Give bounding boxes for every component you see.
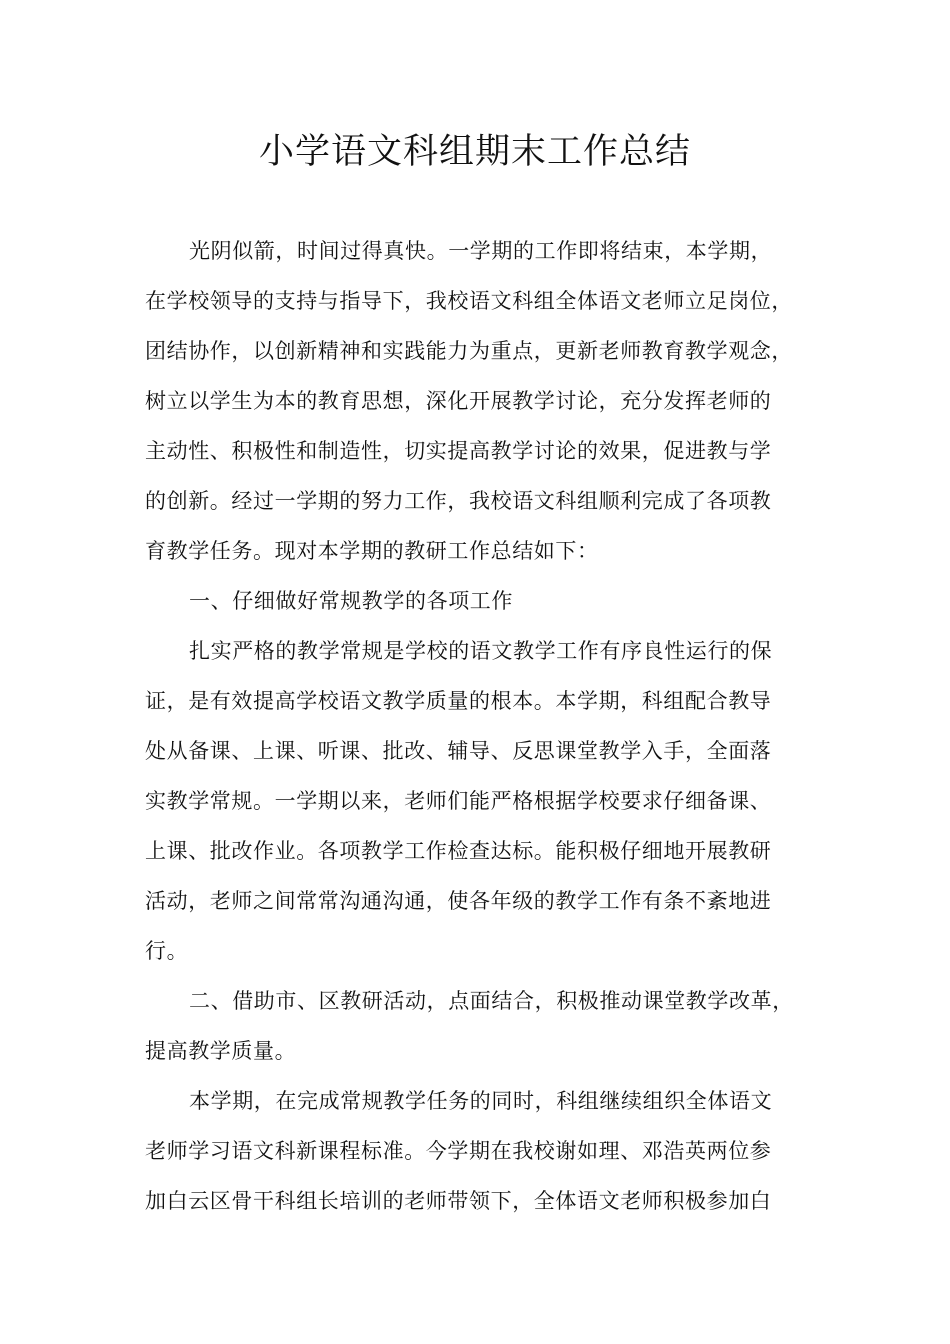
paragraph-line: 光阴似箭，时间过得真快。一学期的工作即将结束，本学期， xyxy=(189,239,773,263)
paragraph-line: 扎实严格的教学常规是学校的语文教学工作有序良性运行的保 xyxy=(189,639,773,663)
section-heading-2-continued: 提高教学质量。 xyxy=(145,1039,297,1063)
section-heading-1: 一、仔细做好常规教学的各项工作 xyxy=(189,589,513,613)
paragraph-line: 实教学常规。一学期以来，老师们能严格根据学校要求仔细备课、 xyxy=(145,789,772,813)
section-heading-2: 二、借助市、区教研活动，点面结合，积极推动课堂教学改革， xyxy=(189,989,794,1013)
paragraph-line: 树立以学生为本的教育思想，深化开展教学讨论，充分发挥老师的 xyxy=(145,389,772,413)
paragraph-line: 加白云区骨干科组长培训的老师带领下，全体语文老师积极参加白 xyxy=(145,1189,772,1213)
paragraph-line: 老师学习语文科新课程标准。今学期在我校谢如理、邓浩英两位参 xyxy=(145,1139,772,1163)
paragraph-line: 处从备课、上课、听课、批改、辅导、反思课堂教学入手，全面落 xyxy=(145,739,772,763)
document-title: 小学语文科组期末工作总结 xyxy=(258,132,691,172)
paragraph-line: 的创新。经过一学期的努力工作，我校语文科组顺利完成了各项教 xyxy=(145,489,772,513)
paragraph-line: 本学期，在完成常规教学任务的同时，科组继续组织全体语文 xyxy=(189,1089,773,1113)
paragraph-line: 主动性、积极性和制造性，切实提高教学讨论的效果，促进教与学 xyxy=(145,439,772,463)
paragraph-line: 行。 xyxy=(145,939,189,963)
paragraph-line: 团结协作，以创新精神和实践能力为重点，更新老师教育教学观念， xyxy=(145,339,793,363)
paragraph-line: 在学校领导的支持与指导下，我校语文科组全体语文老师立足岗位， xyxy=(145,289,793,313)
paragraph-line: 育教学任务。现对本学期的教研工作总结如下： xyxy=(145,539,599,563)
paragraph-line: 活动，老师之间常常沟通沟通，使各年级的教学工作有条不紊地进 xyxy=(145,889,772,913)
paragraph-line: 上课、批改作业。各项教学工作检查达标。能积极仔细地开展教研 xyxy=(145,839,772,863)
paragraph-line: 证，是有效提高学校语文教学质量的根本。本学期，科组配合教导 xyxy=(145,689,772,713)
